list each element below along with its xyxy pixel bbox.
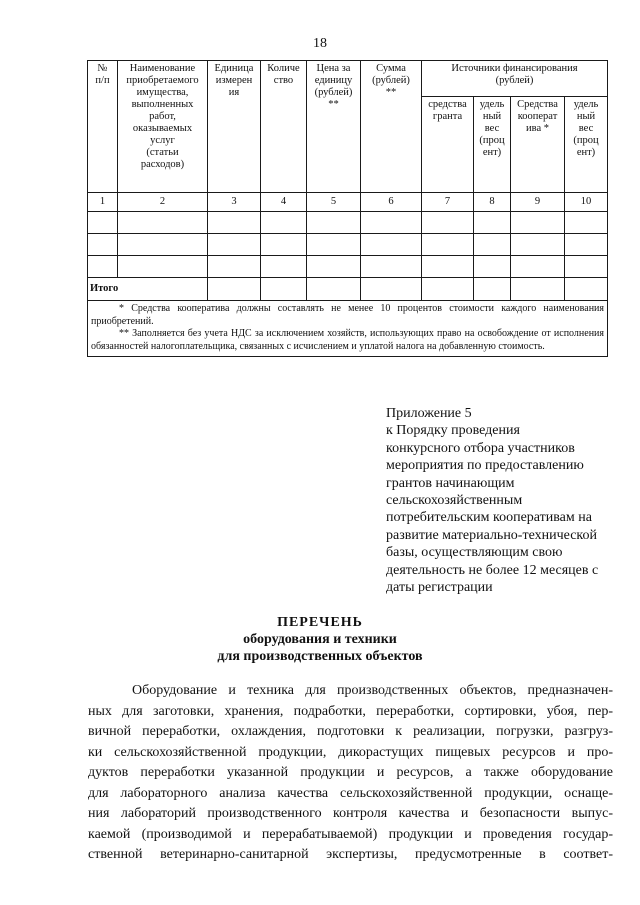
table-notes [88,301,608,357]
header-line: № [97,63,108,74]
header-line: удель [479,99,505,110]
column-number: 4 [261,193,307,212]
column-number: 7 [422,193,474,212]
header-qty [261,61,307,193]
annex-line: сельскохозяйственным [386,493,523,509]
annex-line: мероприятия по предоставлению [386,458,584,474]
column-number: 8 [474,193,511,212]
header-line: (рублей) [372,75,410,86]
table-cell [118,256,208,278]
table-cell [307,256,361,278]
header-line: кооперат [517,111,558,122]
header-line: ент) [482,147,502,158]
list-heading [0,614,640,665]
table-cell [261,278,307,301]
table-cell [361,256,422,278]
table-cell [261,256,307,278]
table-cell [565,278,608,301]
header-line: Наименование [129,63,196,74]
annex-line: базы, осуществляющим свою [386,545,563,561]
body-line: ния лабораторий производственного контроля качества и безопасности выпус- [88,806,613,821]
column-number: 9 [511,193,565,212]
financing-table [87,60,608,357]
header-sum [361,61,422,193]
table-cell [361,278,422,301]
table-cell [361,234,422,256]
table-cell [511,234,565,256]
body-line: для лабораторного анализа качества сельскохозяйственной продукции, оснаще- [88,785,613,801]
table-row [88,234,608,256]
heading-title: ПЕРЕЧЕНЬ [277,615,363,630]
header-row-top [88,61,608,97]
header-line: ство [273,75,294,86]
header-grant-share [474,97,511,193]
header-line: (проц [573,135,599,146]
header-line: ный [482,111,502,122]
header-coop-share [565,97,608,193]
heading-subtitle: для производственных объектов [217,649,423,664]
table-cell [474,256,511,278]
header-line: (статьи [146,147,179,158]
table-cell [474,212,511,234]
table-cell [88,212,118,234]
header-line: ** [328,99,339,110]
total-row [88,278,608,301]
column-number: 1 [88,193,118,212]
header-line: имущества, [136,87,189,98]
table-cell [307,278,361,301]
header-line: единицу [314,75,353,86]
table-cell [474,234,511,256]
header-line: (рублей) [495,75,534,86]
header-line: вес [484,123,500,134]
column-numbers-row [88,193,608,212]
header-line: Цена за [316,63,351,74]
table-cell [307,212,361,234]
body-paragraph [88,681,613,866]
header-grant [422,97,474,193]
header-line: (проц [479,135,505,146]
table-cell [565,234,608,256]
table-cell [422,234,474,256]
table-cell [208,278,261,301]
table-cell [361,212,422,234]
header-line: удель [573,99,599,110]
header-name [118,61,208,193]
table-cell [88,256,118,278]
header-line: Средства [517,99,558,110]
annex-line: развитие материально-технической [386,527,598,543]
header-line: средства [428,99,467,110]
column-number: 2 [118,193,208,212]
column-number: 6 [361,193,422,212]
header-line: Единица [214,63,254,74]
heading-subtitle: оборудования и техники [243,632,397,647]
table-cell [208,256,261,278]
header-line: ия [228,87,240,98]
table-cell [118,234,208,256]
header-line: Сумма [376,63,406,74]
header-coop [511,97,565,193]
annex-line: грантов начинающим [386,475,515,491]
notes-row [88,301,608,357]
annex-line: даты регистрации [386,580,493,596]
page-number: 18 [313,36,327,51]
table-cell [511,212,565,234]
table-cell [208,234,261,256]
table-cell [565,256,608,278]
body-line: ственной ветеринарно-санитарной экспертизы, предусмотренные в соответ- [88,847,613,862]
body-line: каемой (производимой и перерабатываемой) продукции и проведения государ- [88,826,613,842]
column-number: 5 [307,193,361,212]
body-line: ных для заготовки, хранения, подработки, переработки, сортировки, убоя, пер- [88,703,613,719]
table-cell [88,234,118,256]
table-cell [261,212,307,234]
table-cell [118,212,208,234]
header-line: ный [576,111,596,122]
header-line: приобретаемого [126,75,199,86]
table-cell [474,278,511,301]
annex-line: к Порядку проведения [386,423,520,439]
header-line: Количе [267,63,300,74]
header-line: ива * [526,123,549,134]
annex-line: деятельность не более 12 месяцев с [386,562,599,578]
header-price [307,61,361,193]
body-line: Оборудование и техника для производственных объектов, предназначен- [132,683,613,698]
header-line: оказываемых [132,123,193,134]
header-line: услуг [150,135,175,146]
header-line: вес [578,123,594,134]
annex-line: Приложение 5 [386,406,472,421]
header-line: ент) [576,147,596,158]
header-line: выполненных [131,99,194,110]
body-line: дуктов переработки указанной продукции и ресурсов, а также оборудование [88,765,613,780]
annex-line: конкурсного отбора участников [386,440,575,456]
table-cell [422,256,474,278]
body-line: ки сельскохозяйственной продукции, дикорастущих пищевых ресурсов и про- [88,744,613,760]
table-cell [261,234,307,256]
body-line: вичной переработки, охлаждения, подготовки к реализации, погрузки, разгруз- [88,724,613,739]
header-line: п/п [95,75,110,86]
table-row [88,212,608,234]
annex-caption [386,405,620,596]
footnote-coop-share: * Средства кооператива должны составлять не менее 10 процентов стоимости каждого наименования приобретений. [91,303,604,327]
header-line: работ, [149,111,176,122]
total-label: Итого [88,278,208,301]
table-cell [422,278,474,301]
header-line: гранта [432,111,463,122]
column-number: 3 [208,193,261,212]
header-unit [208,61,261,193]
header-line: Источники финансирования [451,63,578,74]
header-line: измерен [215,75,253,86]
table-cell [208,212,261,234]
column-number: 10 [565,193,608,212]
header-line: (рублей) [314,87,353,98]
header-sources [422,61,608,97]
table-cell [565,212,608,234]
table-cell [511,278,565,301]
footnote-vat: ** Заполняется без учета НДС за исключением хозяйств, использующих право на освобождение от исполнения обязанностей налогоплательщика, связанных с исчислением и уплатой налога на добавленную стоимость. [91,328,604,352]
table-cell [511,256,565,278]
annex-line: потребительским кооперативам на [386,510,592,526]
header-line: ** [385,87,397,98]
table-cell [422,212,474,234]
table-cell [307,234,361,256]
table-row [88,256,608,278]
header-num [88,61,118,193]
header-line: расходов) [140,159,185,170]
